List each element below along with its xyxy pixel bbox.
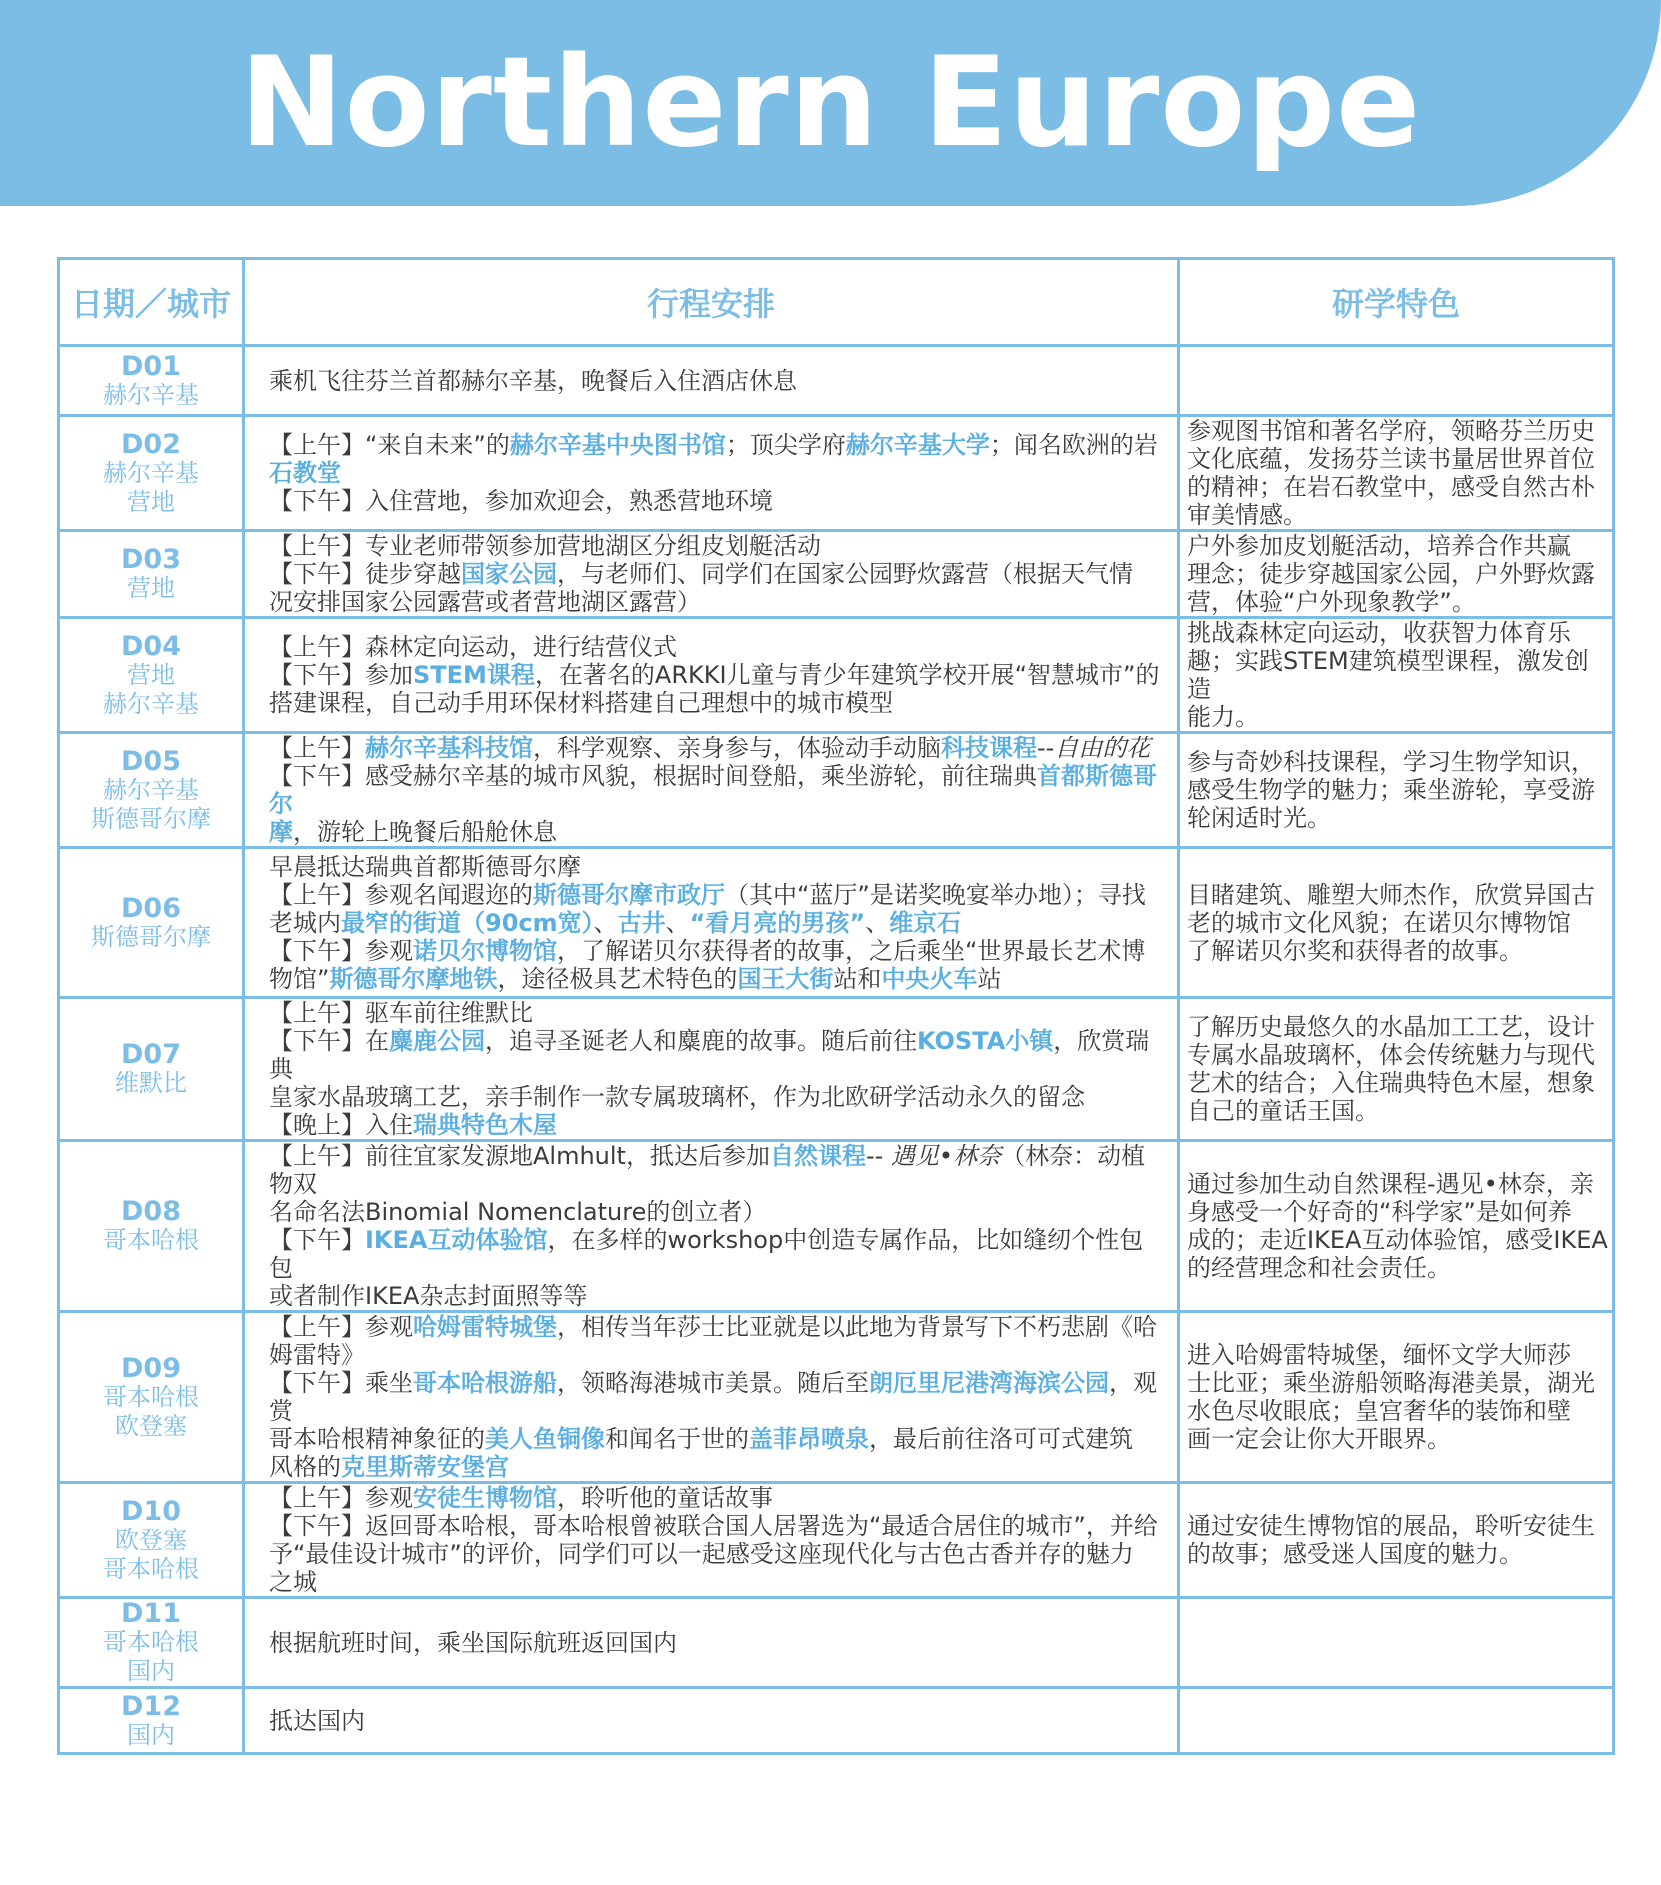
day-city: 赫尔辛基 xyxy=(103,380,199,409)
schedule-line xyxy=(269,1282,1167,1310)
feature-line: 了解诺贝尔奖和获得者的故事。 xyxy=(1187,936,1523,965)
table-row xyxy=(59,1598,1614,1688)
day-code: D07 xyxy=(121,1039,181,1070)
feature-line: 自己的童话王国。 xyxy=(1187,1097,1379,1125)
schedule-line xyxy=(269,1313,1167,1341)
schedule-cell xyxy=(244,1483,1179,1598)
schedule-cell xyxy=(244,618,1179,733)
schedule-cell xyxy=(244,733,1179,848)
schedule-text: 站 xyxy=(977,964,1002,993)
schedule-line xyxy=(269,588,1167,616)
highlight-place: 朗厄里尼港湾海滨公园 xyxy=(869,1369,1109,1397)
schedule-text: 乘机飞往芬兰首都赫尔辛基，晚餐后入住酒店休息 xyxy=(269,366,797,395)
feature-cell xyxy=(1179,618,1614,733)
schedule-text: ，最后前往洛可可式建筑 xyxy=(869,1425,1133,1453)
schedule-line xyxy=(269,909,1167,937)
highlight-place: IKEA互动体验馆 xyxy=(365,1226,548,1254)
day-code: D03 xyxy=(121,544,181,575)
feature-line: 艺术的结合；入住瑞典特色木屋，想象 xyxy=(1187,1069,1595,1097)
day-city: 赫尔辛基 xyxy=(103,689,199,718)
schedule-text: ，相传当年莎士比亚就是以此地为背景写下不朽悲剧《哈 xyxy=(557,1313,1157,1341)
feature-line: 了解历史最悠久的水晶加工工艺，设计 xyxy=(1187,1013,1595,1041)
schedule-cell xyxy=(244,998,1179,1141)
table-row xyxy=(59,848,1614,998)
feature-cell xyxy=(1179,1483,1614,1598)
schedule-line xyxy=(269,661,1167,689)
table-row xyxy=(59,733,1614,848)
feature-line: 户外参加皮划艇活动，培养合作共赢 xyxy=(1187,532,1571,560)
schedule-text: ，追寻圣诞老人和麋鹿的故事。随后前往 xyxy=(485,1027,917,1055)
highlight-place: 国家公园 xyxy=(461,560,557,588)
highlight-place: STEM课程 xyxy=(413,661,535,689)
highlight-place: 最窄的街道（90cm宽） xyxy=(341,908,594,937)
feature-line: 感受生物学的魅力；乘坐游轮，享受游 xyxy=(1187,776,1595,804)
table-row xyxy=(59,998,1614,1141)
feature-line: 趣；实践STEM建筑模型课程，激发创造 xyxy=(1187,647,1589,703)
day-cell xyxy=(59,346,244,416)
schedule-line xyxy=(269,633,1167,661)
feature-line: 专属水晶玻璃杯，体会传统魅力与现代 xyxy=(1187,1041,1595,1069)
feature-line: 理念；徒步穿越国家公园，户外野炊露 xyxy=(1187,560,1595,588)
day-cell xyxy=(59,618,244,733)
day-city: 斯德哥尔摩 xyxy=(91,922,211,951)
day-cell xyxy=(59,416,244,531)
schedule-text: 【下午】感受赫尔辛基的城市风貌，根据时间登船，乘坐游轮，前往瑞典 xyxy=(269,762,1037,790)
header-schedule: 行程安排 xyxy=(244,259,1179,346)
schedule-text: 【下午】入住营地，参加欢迎会，熟悉营地环境 xyxy=(269,487,773,515)
feature-cell xyxy=(1179,346,1614,416)
schedule-line xyxy=(269,367,1167,395)
schedule-text: ，科学观察、亲身参与，体验动手动脑 xyxy=(533,734,941,762)
feature-cell xyxy=(1179,1598,1614,1688)
schedule-text: ，聆听他的童话故事 xyxy=(557,1484,773,1512)
schedule-text: -- xyxy=(865,1142,891,1170)
highlight-place: 美人鱼铜像 xyxy=(485,1425,605,1453)
schedule-text: 【上午】参观 xyxy=(269,1313,413,1341)
schedule-text: 【下午】乘坐 xyxy=(269,1369,413,1397)
day-code: D02 xyxy=(121,428,181,460)
schedule-text: 根据航班时间，乘坐国际航班返回国内 xyxy=(269,1628,677,1657)
schedule-text: ，了解诺贝尔获得者的故事，之后乘坐“世界最长艺术博 xyxy=(557,936,1146,965)
schedule-text: 【晚上】入住 xyxy=(269,1111,413,1139)
schedule-text: 、 xyxy=(665,908,690,937)
schedule-line xyxy=(269,965,1167,993)
highlight-place: “看月亮的男孩” xyxy=(689,908,866,937)
schedule-text: 【上午】专业老师带领参加营地湖区分组皮划艇活动 xyxy=(269,532,821,560)
feature-line: 参与奇妙科技课程，学习生物学知识， xyxy=(1187,748,1595,776)
feature-cell xyxy=(1179,416,1614,531)
schedule-line xyxy=(269,937,1167,965)
highlight-place: 国王大街 xyxy=(737,964,834,993)
schedule-line xyxy=(269,1226,1167,1282)
schedule-text: 、 xyxy=(865,908,890,937)
table-row xyxy=(59,1688,1614,1754)
day-city: 国内 xyxy=(127,1657,175,1685)
feature-line: 通过参加生动自然课程-遇见•林奈，亲 xyxy=(1187,1170,1594,1198)
day-cell xyxy=(59,1688,244,1754)
day-city: 营地 xyxy=(127,487,175,516)
header-date-city: 日期／城市 xyxy=(59,259,244,346)
schedule-text: ；闻名欧洲的 xyxy=(989,431,1134,459)
schedule-text: 况安排国家公园露营或者营地湖区露营） xyxy=(269,588,701,616)
schedule-line xyxy=(269,560,1167,588)
schedule-line xyxy=(269,762,1167,818)
schedule-line xyxy=(269,1341,1167,1369)
schedule-text: ，在著名的ARKKI儿童与青少年建筑学校开展“智慧城市”的 xyxy=(534,661,1160,689)
day-city: 哥本哈根 xyxy=(103,1226,199,1254)
itinerary-table xyxy=(57,257,1615,1755)
feature-line: 士比亚；乘坐游船领略海港美景，湖光 xyxy=(1187,1369,1595,1397)
table-row xyxy=(59,346,1614,416)
table-row xyxy=(59,1312,1614,1483)
schedule-text: 【上午】森林定向运动，进行结营仪式 xyxy=(269,633,677,661)
schedule-text: 【下午】徒步穿越 xyxy=(269,560,461,588)
schedule-cell xyxy=(244,416,1179,531)
schedule-line xyxy=(269,881,1167,909)
schedule-text: 名命名法Binomial Nomenclature的创立者） xyxy=(269,1198,767,1226)
schedule-line xyxy=(269,1540,1167,1568)
table-row xyxy=(59,531,1614,618)
highlight-place: 赫尔辛基科技馆 xyxy=(365,734,533,762)
schedule-text: ，欣赏瑞典 xyxy=(269,1027,1150,1083)
schedule-text: ，领略海港城市美景。随后至 xyxy=(557,1369,869,1397)
day-code: D09 xyxy=(121,1352,181,1384)
schedule-line xyxy=(269,1142,1167,1198)
schedule-line xyxy=(269,1111,1167,1139)
schedule-line xyxy=(269,999,1167,1027)
schedule-text: 【下午】 xyxy=(269,1226,365,1254)
day-code: D01 xyxy=(121,350,181,382)
schedule-text: ，与老师们、同学们在国家公园野炊露营（根据天气情 xyxy=(557,560,1133,588)
schedule-text: ；顶尖学府 xyxy=(725,431,846,459)
schedule-line xyxy=(269,1369,1167,1425)
feature-line: 进入哈姆雷特城堡，缅怀文学大师莎 xyxy=(1187,1341,1571,1369)
feature-cell xyxy=(1179,1141,1614,1312)
schedule-text: 【上午】参观 xyxy=(269,1484,413,1512)
day-city: 欧登塞 xyxy=(115,1525,187,1554)
schedule-line xyxy=(269,734,1167,762)
schedule-text: 【上午】参观名闻遐迩的 xyxy=(269,880,533,909)
schedule-text: 或者制作IKEA杂志封面照等等 xyxy=(269,1282,588,1310)
schedule-cell xyxy=(244,1688,1179,1754)
day-city: 斯德哥尔摩 xyxy=(91,804,211,833)
schedule-text: 自由的花 xyxy=(1054,734,1151,762)
day-cell xyxy=(59,1141,244,1312)
schedule-line xyxy=(269,532,1167,560)
schedule-cell xyxy=(244,1141,1179,1312)
schedule-text: 【下午】在 xyxy=(269,1027,389,1055)
table-row xyxy=(59,416,1614,531)
schedule-text: 哥本哈根精神象征的 xyxy=(269,1425,485,1453)
feature-cell xyxy=(1179,1312,1614,1483)
feature-line: 文化底蕴，发扬芬兰读书量居世界首位 xyxy=(1187,445,1595,473)
schedule-line xyxy=(269,818,1167,846)
schedule-line xyxy=(269,1568,1167,1596)
day-city: 赫尔辛基 xyxy=(103,458,199,487)
highlight-place: 斯德哥尔摩地铁 xyxy=(329,964,498,993)
highlight-place: 哥本哈根游船 xyxy=(413,1369,557,1397)
schedule-text: 【下午】参加 xyxy=(269,661,413,689)
schedule-line xyxy=(269,1027,1167,1083)
schedule-line xyxy=(269,853,1167,881)
day-cell xyxy=(59,848,244,998)
day-city: 维默比 xyxy=(115,1069,187,1097)
day-city: 赫尔辛基 xyxy=(103,775,199,804)
schedule-text: ，观赏 xyxy=(269,1369,1157,1425)
highlight-place: 赫尔辛基中央图书馆 xyxy=(509,431,726,459)
highlight-place: 安徒生博物馆 xyxy=(413,1484,557,1512)
schedule-text: 【上午】前往宜家发源地Almhult，抵达后参加 xyxy=(269,1142,770,1170)
day-city: 哥本哈根 xyxy=(103,1554,199,1583)
highlight-place: 自然课程 xyxy=(769,1142,866,1170)
schedule-text: 老城内 xyxy=(269,908,341,937)
feature-cell xyxy=(1179,998,1614,1141)
schedule-text: 予“最佳设计城市”的评价，同学们可以一起感受这座现代化与古色古香并存的魅力 xyxy=(269,1540,1134,1568)
highlight-place: 摩 xyxy=(269,818,293,846)
schedule-text: 站和 xyxy=(833,964,882,993)
highlight-place: 哈姆雷特城堡 xyxy=(413,1313,557,1341)
schedule-text: 风格的 xyxy=(269,1453,341,1481)
schedule-line xyxy=(269,459,1167,487)
day-code: D10 xyxy=(121,1495,181,1527)
schedule-text: 岩 xyxy=(1133,431,1158,459)
schedule-text: （林奈：动植物双 xyxy=(269,1142,1146,1198)
day-cell xyxy=(59,1598,244,1688)
feature-line: 参观图书馆和著名学府，领略芬兰历史 xyxy=(1187,417,1595,445)
feature-line: 成的；走近IKEA互动体验馆，感受IKEA xyxy=(1187,1226,1608,1254)
highlight-place: 古井 xyxy=(617,908,666,937)
schedule-line xyxy=(269,1198,1167,1226)
schedule-text: 早晨抵达瑞典首都斯德哥尔摩 xyxy=(269,852,581,881)
schedule-text: 物馆” xyxy=(269,964,330,993)
schedule-cell xyxy=(244,848,1179,998)
schedule-line xyxy=(269,1512,1167,1540)
schedule-text: （其中“蓝厅”是诺奖晚宴举办地）；寻找 xyxy=(725,880,1146,909)
day-cell xyxy=(59,998,244,1141)
feature-line: 画一定会让你大开眼界。 xyxy=(1187,1425,1451,1453)
schedule-text: ，在多样的workshop中创造专属作品，比如缝纫个性包包 xyxy=(269,1226,1144,1282)
schedule-text: 之城 xyxy=(269,1568,317,1596)
feature-cell xyxy=(1179,733,1614,848)
schedule-text: 【上午】“来自未来”的 xyxy=(269,431,510,459)
schedule-text: 【上午】驱车前往维默比 xyxy=(269,999,533,1027)
schedule-text: -- xyxy=(1037,734,1055,762)
highlight-place: 维京石 xyxy=(889,908,962,937)
day-code: D12 xyxy=(121,1690,181,1722)
schedule-cell xyxy=(244,346,1179,416)
day-cell xyxy=(59,1483,244,1598)
schedule-text: 遇见•林奈 xyxy=(890,1142,1002,1170)
highlight-place: 瑞典特色木屋 xyxy=(413,1111,557,1139)
highlight-place: 中央火车 xyxy=(881,964,978,993)
schedule-line xyxy=(269,431,1167,459)
highlight-place: 赫尔辛基大学 xyxy=(845,431,990,459)
schedule-text: 姆雷特》 xyxy=(269,1341,365,1369)
day-code: D08 xyxy=(121,1196,181,1227)
highlight-place: 克里斯蒂安堡宫 xyxy=(341,1453,509,1481)
highlight-place: 科技课程 xyxy=(941,734,1037,762)
highlight-place: 首都斯德哥尔 xyxy=(269,762,1157,818)
schedule-cell xyxy=(244,1598,1179,1688)
day-code: D04 xyxy=(121,630,181,662)
schedule-line xyxy=(269,1083,1167,1111)
day-code: D06 xyxy=(121,892,181,924)
schedule-line xyxy=(269,1425,1167,1453)
day-city: 营地 xyxy=(127,574,175,602)
highlight-place: 斯德哥尔摩市政厅 xyxy=(533,880,725,909)
feature-line: 营，体验“户外现象教学”。 xyxy=(1187,588,1476,616)
feature-line: 的故事；感受迷人国度的魅力。 xyxy=(1187,1540,1523,1568)
table-header-row xyxy=(59,259,1614,346)
table-row xyxy=(59,618,1614,733)
feature-line: 能力。 xyxy=(1187,703,1259,731)
feature-cell xyxy=(1179,848,1614,998)
feature-line: 审美情感。 xyxy=(1187,501,1307,529)
header-features: 研学特色 xyxy=(1179,259,1614,346)
schedule-text: 和闻名于世的 xyxy=(605,1425,749,1453)
feature-line: 挑战森林定向运动，收获智力体育乐 xyxy=(1187,619,1571,647)
feature-cell xyxy=(1179,531,1614,618)
page-title: Northern Europe xyxy=(239,31,1422,175)
day-cell xyxy=(59,1312,244,1483)
highlight-place: 石教堂 xyxy=(269,459,341,487)
feature-line: 的精神；在岩石教堂中，感受自然古朴 xyxy=(1187,473,1595,501)
highlight-place: 麋鹿公园 xyxy=(389,1027,485,1055)
schedule-line xyxy=(269,689,1167,717)
schedule-cell xyxy=(244,531,1179,618)
highlight-place: 诺贝尔博物馆 xyxy=(413,936,557,965)
day-city: 哥本哈根 xyxy=(103,1382,199,1411)
schedule-text: ，游轮上晚餐后船舱休息 xyxy=(293,818,557,846)
feature-line: 通过安徒生博物馆的展品，聆听安徒生 xyxy=(1187,1512,1595,1540)
schedule-line xyxy=(269,487,1167,515)
day-city: 营地 xyxy=(127,660,175,689)
day-code: D05 xyxy=(121,745,181,777)
day-city: 国内 xyxy=(127,1720,175,1749)
feature-line: 目睹建筑、雕塑大师杰作，欣赏异国古 xyxy=(1187,880,1595,909)
schedule-text: 【下午】返回哥本哈根，哥本哈根曾被联合国人居署选为“最适合居住的城市”，并给 xyxy=(269,1512,1158,1540)
schedule-line xyxy=(269,1707,1167,1735)
highlight-place: 盖菲昂喷泉 xyxy=(749,1425,869,1453)
schedule-text: ，途径极具艺术特色的 xyxy=(497,964,738,993)
day-code: D11 xyxy=(121,1598,181,1629)
day-city: 哥本哈根 xyxy=(103,1628,199,1656)
schedule-text: 皇家水晶玻璃工艺，亲手制作一款专属玻璃杯，作为北欧研学活动永久的留念 xyxy=(269,1083,1085,1111)
table-row xyxy=(59,1141,1614,1312)
feature-line: 的经营理念和社会责任。 xyxy=(1187,1254,1451,1282)
schedule-text: 抵达国内 xyxy=(269,1706,365,1735)
schedule-line xyxy=(269,1453,1167,1481)
feature-cell xyxy=(1179,1688,1614,1754)
day-city: 欧登塞 xyxy=(115,1411,187,1440)
day-cell xyxy=(59,733,244,848)
schedule-line xyxy=(269,1484,1167,1512)
schedule-text: 【下午】参观 xyxy=(269,936,413,965)
table-row xyxy=(59,1483,1614,1598)
schedule-line xyxy=(269,1629,1167,1657)
feature-line: 轮闲适时光。 xyxy=(1187,804,1331,832)
feature-line: 身感受一个好奇的“科学家”是如何养 xyxy=(1187,1198,1572,1226)
feature-line: 老的城市文化风貌；在诺贝尔博物馆 xyxy=(1187,908,1571,937)
schedule-text: 【上午】 xyxy=(269,734,365,762)
day-cell xyxy=(59,531,244,618)
schedule-cell xyxy=(244,1312,1179,1483)
highlight-place: KOSTA小镇 xyxy=(917,1027,1054,1055)
schedule-text: 、 xyxy=(593,908,618,937)
feature-line: 水色尽收眼底；皇宫奢华的装饰和壁 xyxy=(1187,1397,1571,1425)
schedule-text: 搭建课程，自己动手用环保材料搭建自己理想中的城市模型 xyxy=(269,689,893,717)
